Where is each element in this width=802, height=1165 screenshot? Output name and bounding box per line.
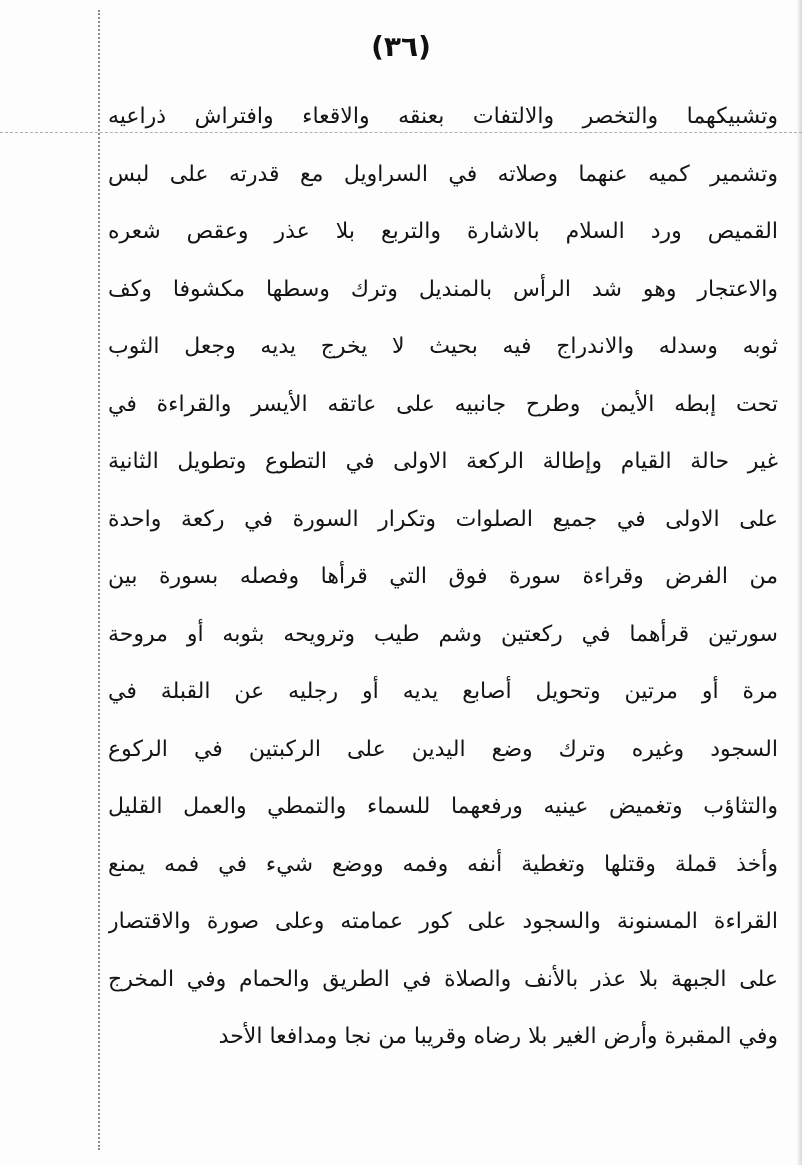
page-edge-shadow [796,0,802,1165]
text-line: سورتين قرأهما في ركعتين وشم طيب وترويحه بثوبه أو مروحة [108,621,778,647]
text-line: مرة أو مرتين وتحويل أصابع يديه أو رجليه عن القبلة في [108,679,778,704]
text-line: تحت إبطه الأيمن وطرح جانبيه على عاتقه الأيسر والقراءة في [108,391,778,417]
text-line: وفي المقبرة وأرض الغير بلا رضاه وقريبا من نجا ومدافعا الأحد [218,1024,778,1049]
text-line: السجود وغيره وترك وضع اليدين على الركبتين في الركوع [108,736,778,762]
text-line: القراءة المسنونة والسجود على كور عمامته وعلى صورة والاقتصار [108,909,778,934]
text-line: على الاولى في جميع الصلوات وتكرار السورة في ركعة واحدة [108,506,778,532]
margin-dotted-rule [98,10,100,1150]
text-line: والاعتجار وهو شد الرأس بالمنديل وترك وسطها مكشوفا وكف [108,276,778,302]
text-line: وتشبيكهما والتخصر والالتفات بعنقه والاقعاء وافتراش ذراعيه [108,104,778,129]
text-line: والتثاؤب وتغميض عينيه ورفعهما للسماء والتمطي والعمل القليل [108,794,778,819]
text-line: ثوبه وسدله والاندراج فيه بحيث لا يخرج يديه وجعل الثوب [108,334,778,359]
body-text [108,88,778,1066]
page-number: (٣٦) [371,30,431,63]
text-line: وأخذ قملة وقتلها وتغطية أنفه وفمه ووضع شيء في فمه يمنع [108,851,778,877]
text-line: القميص ورد السلام بالاشارة والتربع بلا عذر وعقص شعره [108,219,778,244]
text-line: على الجبهة بلا عذر بالأنف والصلاة في الطريق والحمام وفي المخرج [108,966,778,992]
text-line: غير حالة القيام وإطالة الركعة الاولى في التطوع وتطويل الثانية [108,449,778,474]
text-line: وتشمير كميه عنهما وصلاته في السراويل مع قدرته على لبس [108,161,778,187]
text-line: من الفرض وقراءة سورة فوق التي قرأها وفصله بسورة بين [108,564,778,589]
